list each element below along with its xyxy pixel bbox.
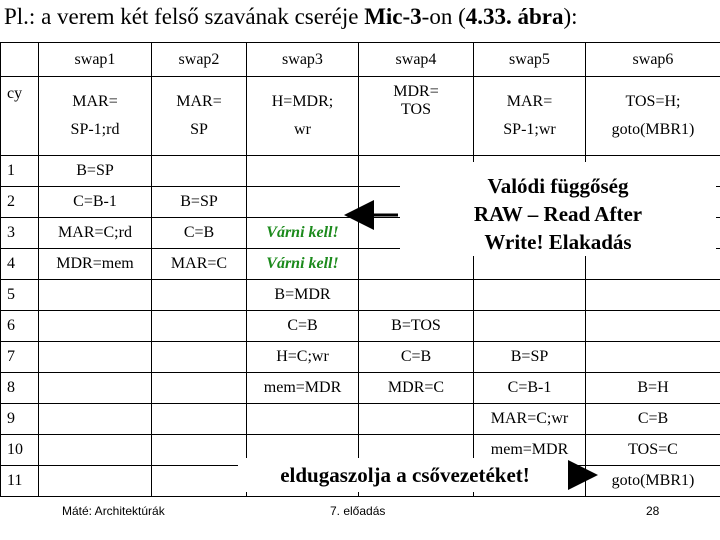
cy-swap5-line2: SP-1;wr: [503, 121, 556, 138]
row-number: 11: [1, 466, 39, 497]
row-number: 3: [1, 218, 39, 249]
cell-swap2: C=B: [152, 218, 247, 249]
cell-swap4: B=TOS: [359, 311, 474, 342]
col-header-swap1: swap1: [39, 43, 152, 77]
cell-swap4: [359, 404, 474, 435]
header-row: [1, 43, 720, 77]
cell-swap6: C=B: [586, 404, 720, 435]
cy-row: [1, 77, 720, 156]
row-number: 4: [1, 249, 39, 280]
pipeline-stall-callout: eldugaszolja a csővezetéket!: [238, 458, 572, 492]
cy-swap1-line1: MAR=: [72, 93, 118, 110]
cell-swap4: MDR=C: [359, 373, 474, 404]
footer-lecture: 7. előadás: [330, 504, 386, 518]
cell-swap1: [39, 280, 152, 311]
cell-swap2: [152, 404, 247, 435]
cy-swap1-line2: SP-1;rd: [70, 121, 120, 138]
cy-swap2-line1: MAR=: [176, 93, 222, 110]
row-number: 8: [1, 373, 39, 404]
cy-cell-swap5: [474, 77, 586, 156]
cy-swap6-line1: TOS=H;: [625, 93, 681, 110]
cell-swap5: [474, 311, 586, 342]
cell-swap1: MDR=mem: [39, 249, 152, 280]
cell-swap5: [474, 280, 586, 311]
row-number: 5: [1, 280, 39, 311]
pipeline-table: [0, 42, 720, 497]
cell-swap2: [152, 342, 247, 373]
cy-swap5-line1: MAR=: [506, 93, 553, 110]
title-prefix: Pl.: a verem két felső szavának cseréje: [4, 4, 365, 29]
cy-swap4-line2: TOS: [401, 101, 431, 118]
table-row: [1, 311, 720, 342]
row-number: 7: [1, 342, 39, 373]
cell-swap1: [39, 342, 152, 373]
raw-callout-line1: Valódi függőség: [487, 174, 629, 198]
footer-page-number: 28: [646, 504, 660, 518]
col-header-swap3: swap3: [247, 43, 359, 77]
cell-swap6: [586, 342, 720, 373]
cell-swap2: [152, 435, 247, 466]
title-mic3: Mic-3: [364, 4, 422, 29]
col-header-swap2: swap2: [152, 43, 247, 77]
cy-cell-swap4: [359, 77, 474, 156]
cell-swap2: [152, 311, 247, 342]
title-middle: -on (: [421, 4, 466, 29]
cell-swap6: B=H: [586, 373, 720, 404]
cy-cell-swap1: [39, 77, 152, 156]
cy-swap2-line2: SP: [190, 121, 208, 138]
raw-dependency-callout: [400, 162, 716, 256]
cell-swap3: Várni kell!: [247, 218, 359, 249]
raw-callout-line2: RAW – Read After: [473, 202, 643, 226]
cell-swap3: B=MDR: [247, 280, 359, 311]
cell-swap1: B=SP: [39, 156, 152, 187]
table-row: [1, 342, 720, 373]
cell-swap4: C=B: [359, 342, 474, 373]
cell-swap3: H=C;wr: [247, 342, 359, 373]
cell-swap4: [359, 280, 474, 311]
raw-callout-line3: Write! Elakadás: [484, 230, 632, 254]
cell-swap3: Várni kell!: [247, 249, 359, 280]
cell-swap2: [152, 466, 247, 497]
row-number: 10: [1, 435, 39, 466]
cell-swap2: [152, 280, 247, 311]
cy-cell-swap6: [586, 77, 720, 156]
cell-swap2: B=SP: [152, 187, 247, 218]
cy-label: cy: [1, 77, 39, 156]
cell-swap6: [586, 311, 720, 342]
cell-swap2: MAR=C: [152, 249, 247, 280]
table-row: [1, 404, 720, 435]
cell-swap5: mem=MDR: [474, 435, 586, 466]
cell-swap3: [247, 156, 359, 187]
row-number: 1: [1, 156, 39, 187]
slide-title: [4, 4, 718, 30]
cell-swap5: B=SP: [474, 342, 586, 373]
title-figure-ref: 4.33. ábra: [465, 4, 564, 29]
col-header-swap5: swap5: [474, 43, 586, 77]
cell-swap6: goto(MBR1): [586, 466, 720, 497]
cell-swap1: [39, 311, 152, 342]
footer-course: Máté: Architektúrák: [62, 504, 165, 518]
cell-swap2: [152, 373, 247, 404]
cell-swap1: MAR=C;rd: [39, 218, 152, 249]
cy-cell-swap3: [247, 77, 359, 156]
cell-swap1: C=B-1: [39, 187, 152, 218]
col-header-swap4: swap4: [359, 43, 474, 77]
cell-swap3: C=B: [247, 311, 359, 342]
row-number: 6: [1, 311, 39, 342]
cell-swap1: [39, 404, 152, 435]
cy-swap6-line2: goto(MBR1): [611, 121, 695, 138]
cell-swap3: [247, 404, 359, 435]
cy-swap4-line1: MDR=: [393, 83, 439, 100]
cy-swap3-line2: wr: [294, 121, 311, 138]
table-row: [1, 373, 720, 404]
cy-swap3-line1: H=MDR;: [271, 93, 334, 110]
cell-swap5: C=B-1: [474, 373, 586, 404]
cell-swap3: [247, 187, 359, 218]
row-number: 9: [1, 404, 39, 435]
cell-swap6: TOS=C: [586, 435, 720, 466]
cell-swap1: [39, 466, 152, 497]
col-header-swap6: swap6: [586, 43, 720, 77]
corner-cell: [1, 43, 39, 77]
cell-swap6: [586, 280, 720, 311]
cell-swap3: mem=MDR: [247, 373, 359, 404]
cell-swap2: [152, 156, 247, 187]
row-number: 2: [1, 187, 39, 218]
cell-swap5: MAR=C;wr: [474, 404, 586, 435]
cell-swap1: [39, 435, 152, 466]
title-suffix: ):: [563, 4, 578, 29]
table-row: [1, 280, 720, 311]
cell-swap1: [39, 373, 152, 404]
cy-cell-swap2: [152, 77, 247, 156]
